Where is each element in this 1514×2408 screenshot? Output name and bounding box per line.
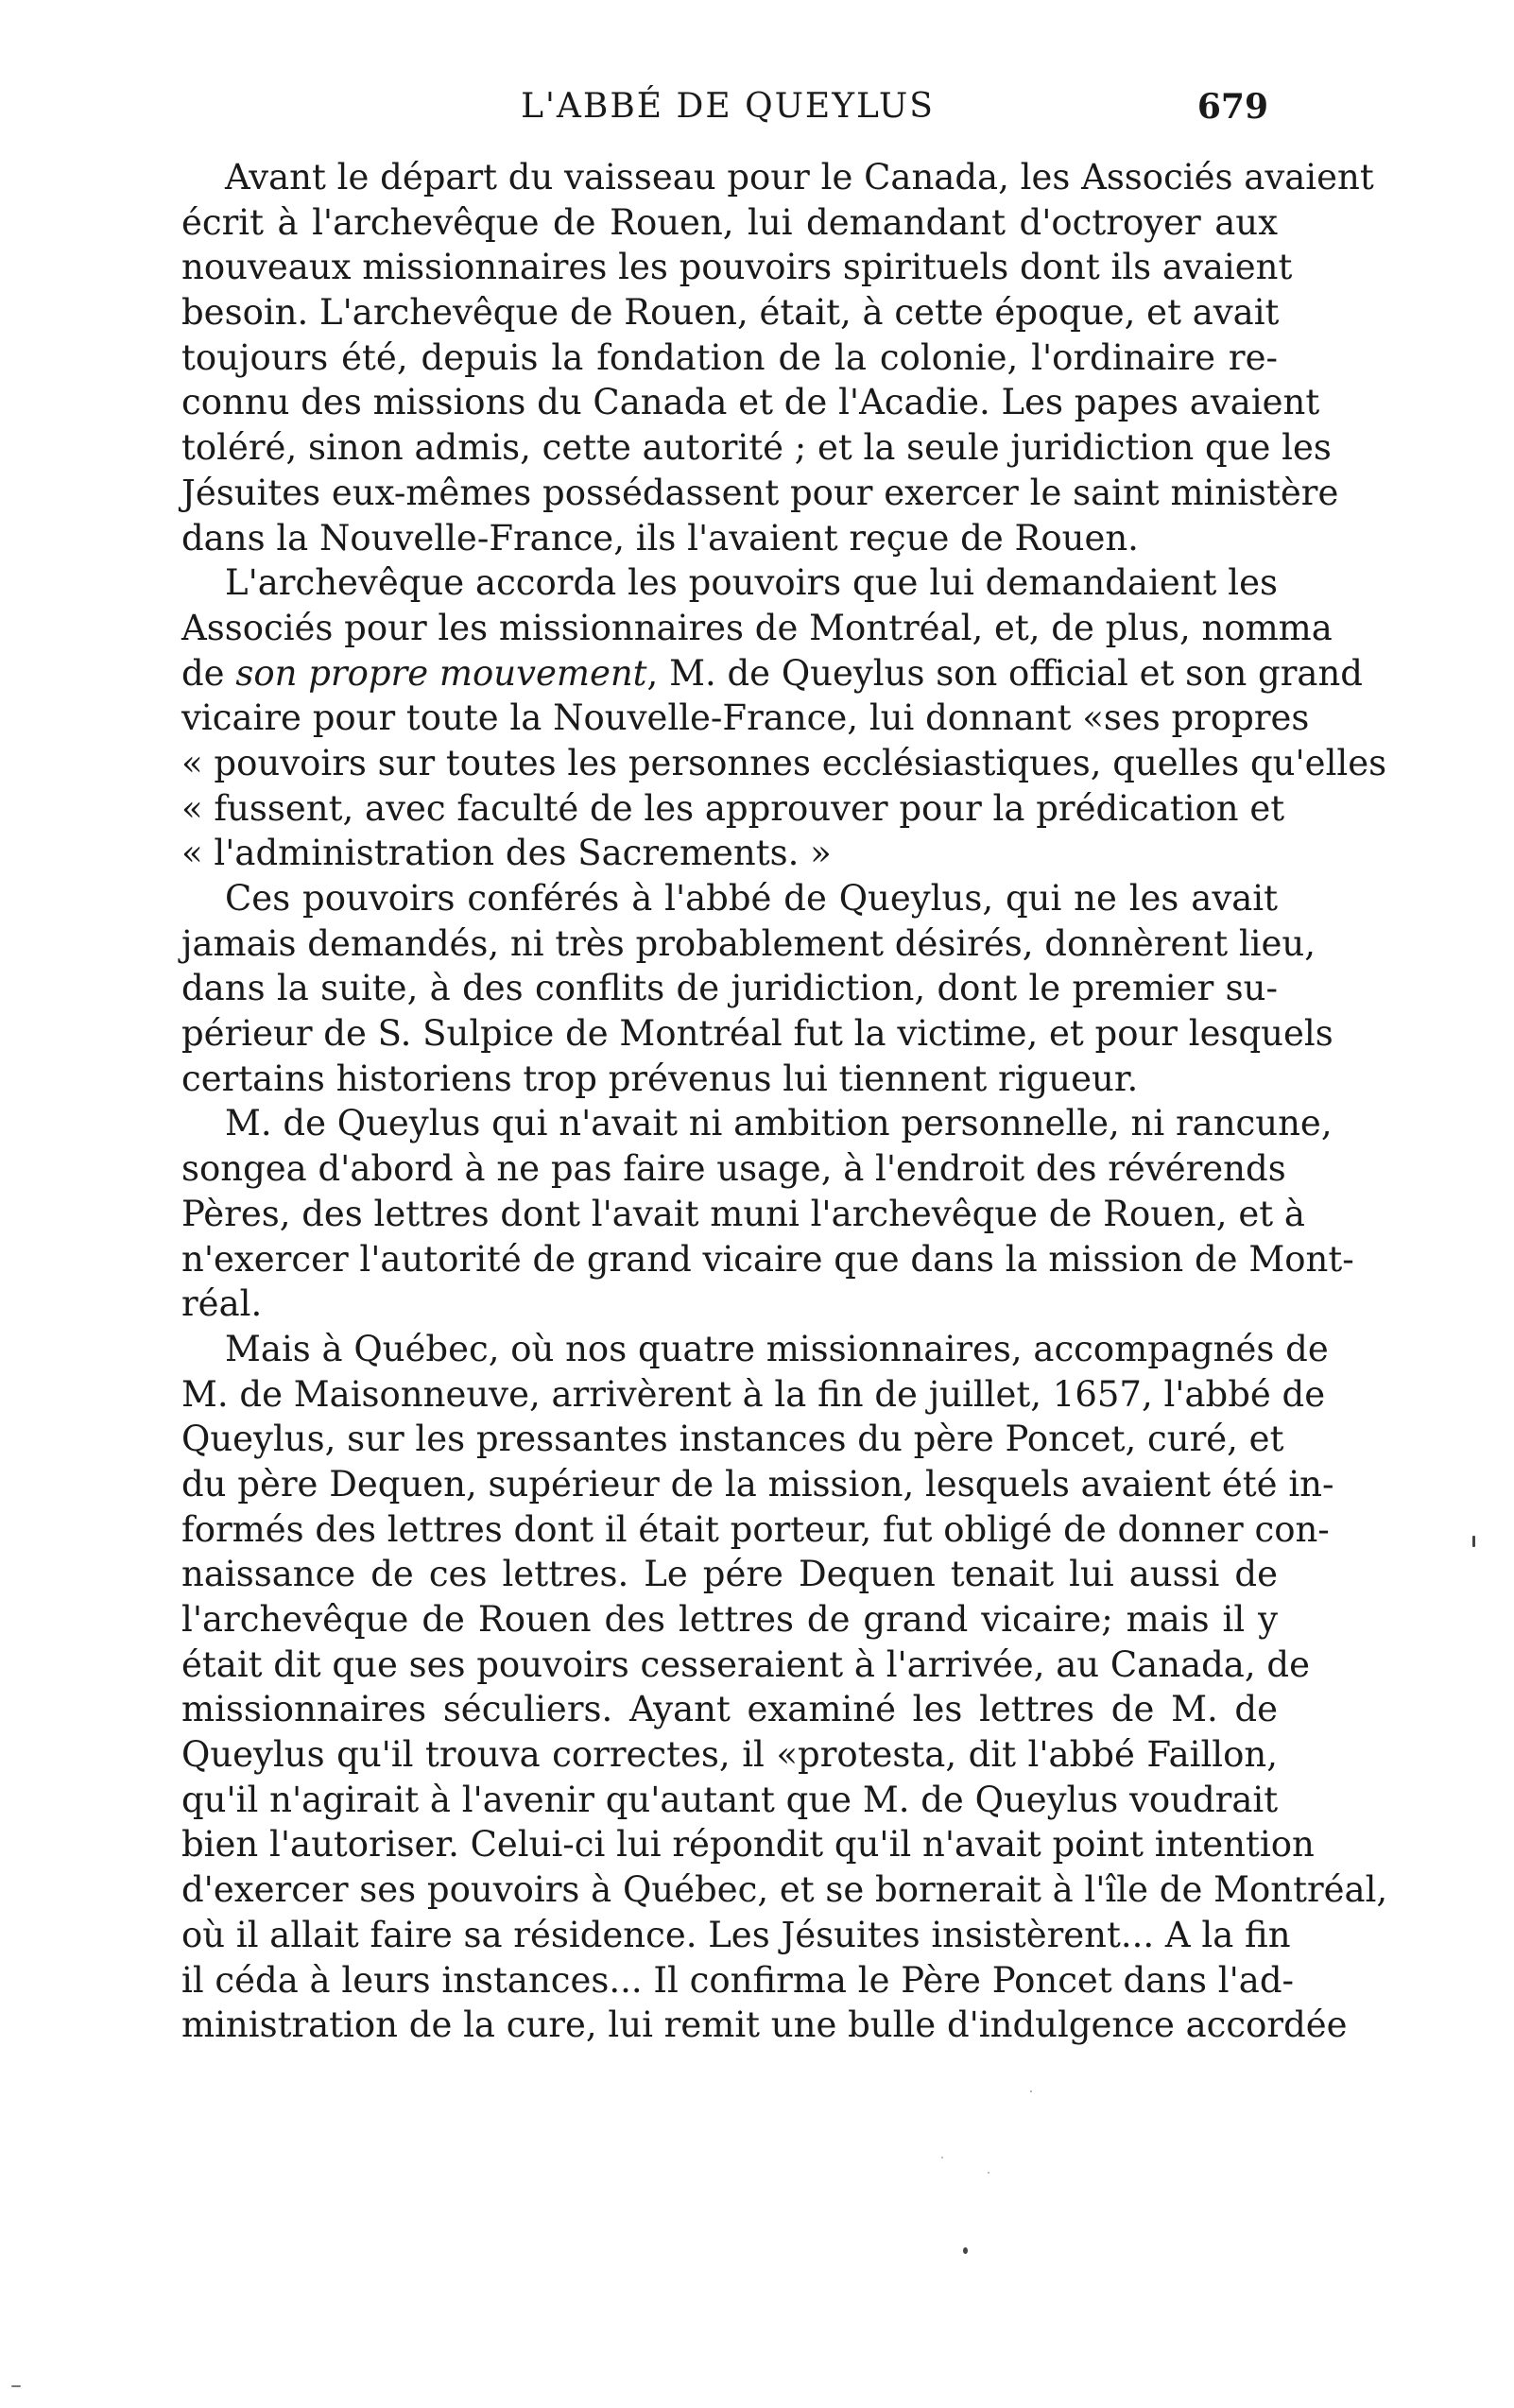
body-text [181, 155, 1388, 2048]
text-line: où il allait faire sa résidence. Les Jésuites insistèrent... A la fin [181, 1914, 1291, 1955]
text-line: Mais à Québec, où nos quatre missionnaires, accompagnés de [225, 1328, 1329, 1369]
text-line: il céda à leurs instances... Il confirma le Père Poncet dans l'ad- [181, 1959, 1295, 2001]
text-line: l'archevêque de Rouen des lettres de grand vicaire; mais il y [181, 1599, 1278, 1640]
text-line: Queylus qu'il trouva correctes, il «protesta, dit l'abbé Faillon, [181, 1734, 1278, 1776]
text-line: Ces pouvoirs conférés à l'abbé de Queylus, qui ne les avait [225, 878, 1278, 919]
print-speck [1030, 2090, 1032, 2092]
text-line: réal. [181, 1283, 263, 1325]
running-header [180, 87, 1276, 134]
text-line: toléré, sinon admis, cette autorité ; et la seule juridiction que les [181, 427, 1332, 469]
italic-phrase: son propre mouvement [235, 652, 647, 694]
text-line: connu des missions du Canada et de l'Acadie. Les papes avaient [181, 382, 1320, 423]
text-line: bien l'autoriser. Celui-ci lui répondit qu'il n'avait point intention [181, 1824, 1315, 1866]
text-line: qu'il n'agirait à l'avenir qu'autant que M. de Queylus voudrait [181, 1779, 1279, 1820]
text-run: de [181, 652, 236, 694]
text-line: certains historiens trop prévenus lui tiennent rigueur. [181, 1058, 1139, 1099]
text-line: M. de Queylus qui n'avait ni ambition personnelle, ni rancune, [225, 1103, 1333, 1144]
text-line: toujours été, depuis la fondation de la colonie, l'ordinaire re- [181, 336, 1278, 378]
text-line: périeur de S. Sulpice de Montréal fut la victime, et pour lesquels [181, 1013, 1333, 1055]
text-line: « l'administration des Sacrements. » [181, 833, 832, 874]
text-line: missionnaires séculiers. Ayant examiné les lettres de M. de [181, 1689, 1278, 1730]
print-speck [11, 2385, 21, 2387]
text-line: formés des lettres dont il était porteur, fut obligé de donner con- [181, 1508, 1330, 1550]
text-line: Associés pour les missionnaires de Montréal, et, de plus, nomma [181, 607, 1333, 648]
text-line: nouveaux missionnaires les pouvoirs spirituels dont ils avaient [181, 247, 1293, 288]
text-line: Jésuites eux-mêmes possédassent pour exercer le saint ministère [181, 472, 1339, 513]
text-line: d'exercer ses pouvoirs à Québec, et se bornerait à l'île de Montréal, [181, 1869, 1388, 1911]
print-speck [1472, 1536, 1475, 1547]
text-line: dans la Nouvelle-France, ils l'avaient reçue de Rouen. [181, 517, 1139, 559]
print-speck [963, 2247, 968, 2254]
text-line: du père Dequen, supérieur de la mission, lesquels avaient été in- [181, 1463, 1334, 1505]
print-speck [941, 2157, 943, 2159]
text-line: ministration de la cure, lui remit une bulle d'indulgence accordée [181, 2004, 1348, 2046]
text-line: L'archevêque accorda les pouvoirs que lui demandaient les [225, 562, 1278, 604]
text-line: « pouvoirs sur toutes les personnes ecclésiastiques, quelles qu'elles [181, 742, 1387, 783]
text-line: vicaire pour toute la Nouvelle-France, lui donnant «ses propres [181, 697, 1310, 739]
text-line: Queylus, sur les pressantes instances du père Poncet, curé, et [181, 1419, 1284, 1460]
text-line: jamais demandés, ni très probablement désirés, donnèrent lieu, [181, 922, 1316, 964]
text-line: M. de Maisonneuve, arrivèrent à la fin de juillet, 1657, l'abbé de [181, 1373, 1326, 1415]
text-line-with-italic [181, 651, 1363, 697]
text-line: naissance de ces lettres. Le pére Dequen tenait lui aussi de [181, 1554, 1278, 1595]
text-line: Pères, des lettres dont l'avait muni l'archevêque de Rouen, et à [181, 1193, 1305, 1234]
text-line: Avant le départ du vaisseau pour le Canada, les Associés avaient [225, 157, 1374, 198]
running-title: L'ABBÉ DE QUEYLUS [521, 87, 935, 126]
text-line: était dit que ses pouvoirs cesseraient à l'arrivée, au Canada, de [181, 1643, 1310, 1685]
text-line: besoin. L'archevêque de Rouen, était, à cette époque, et avait [181, 292, 1280, 334]
text-line: « fussent, avec faculté de les approuver pour la prédication et [181, 787, 1285, 829]
text-line: songea d'abord à ne pas faire usage, à l'endroit des révérends [181, 1148, 1286, 1190]
page-number: 679 [1196, 87, 1268, 127]
text-line: dans la suite, à des conflits de juridiction, dont le premier su- [181, 968, 1278, 1009]
text-line: n'exercer l'autorité de grand vicaire que dans la mission de Mont- [181, 1238, 1354, 1280]
text-run: , M. de Queylus son official et son grand [646, 652, 1363, 694]
print-speck [988, 2172, 989, 2174]
text-line: écrit à l'archevêque de Rouen, lui demandant d'octroyer aux [181, 201, 1278, 243]
